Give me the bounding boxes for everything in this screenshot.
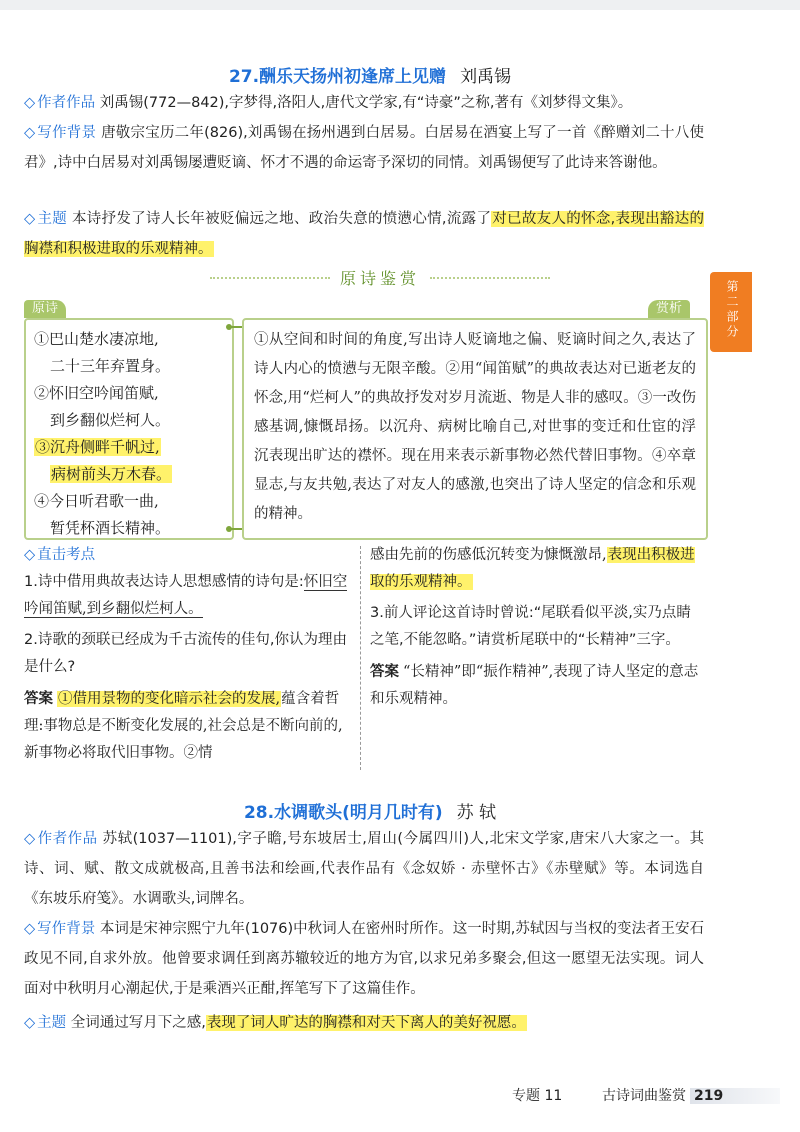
column-separator	[360, 546, 361, 770]
diamond-icon: ◇	[24, 125, 36, 141]
exam-answer-2: 答案 ①借用景物的变化暗示社会的发展,蕴含着哲理:事物总是不断变化发展的,社会总是不断向前的,新事物必将取代旧事物。②情	[24, 690, 343, 761]
answer-label: 答案	[24, 690, 53, 707]
exam-question-1: 1.诗中借用典故表达诗人思想感情的诗句是:怀旧空吟闻笛赋,到乡翻似烂柯人。	[24, 574, 348, 617]
analysis-tag: 赏析	[648, 300, 690, 318]
poem-line: 病树前头万木春。	[51, 465, 172, 483]
exam-question-2: 2.诗歌的颈联已经成为千古流传的佳句,你认为理由是什么?	[24, 632, 347, 675]
exam-answer-3: 答案 “长精神”即“振作精神”,表现了诗人坚定的意志和乐观精神。	[370, 663, 699, 707]
footer-chapter-name: 古诗词曲鉴赏	[602, 1088, 686, 1104]
exam-right-column	[370, 542, 704, 713]
appreciation-section-title: 原诗鉴赏	[339, 269, 420, 288]
poem-line: 暂凭杯酒长精神。	[50, 519, 171, 537]
poem27-title	[0, 62, 740, 87]
diamond-icon: ◇	[24, 921, 36, 937]
poem28-background-section	[24, 914, 704, 1004]
exam-question-3: 3.前人评论这首诗时曾说:“尾联看似平淡,实乃点睛之笔,不能忽略。”请赏析尾联中的“长精神”三字。	[370, 605, 691, 648]
poem27-background-text: 唐敬宗宝历二年(826),刘禹锡在扬州遇到白居易。白居易在酒宴上写了一首《醉赠刘二十八使君》,诗中白居易对刘禹锡屡遭贬谪、怀才不遇的命运寄予深切的同情。刘禹锡便写了此诗来答谢他。	[24, 125, 704, 171]
poem27-author-text: 刘禹锡(772—842),字梦得,洛阳人,唐代文学家,有“诗豪”之称,著有《刘梦得文集》。	[99, 95, 633, 111]
footer-topic: 专题 11	[512, 1088, 563, 1104]
diamond-icon: ◇	[24, 211, 36, 227]
poem-line: 到乡翻似烂柯人。	[50, 411, 171, 429]
original-poem-box	[24, 318, 234, 540]
poem27-theme-section	[24, 204, 704, 264]
author-label: ◇ 作者作品	[24, 831, 98, 847]
poem27-background-section	[24, 118, 704, 178]
poem28-number-title: 28.水调歌头(明月几时有)	[243, 803, 443, 823]
poem28-theme-highlight: 表现了词人旷达的胸襟和对天下离人的美好祝愿。	[206, 1015, 526, 1031]
appreciation-divider	[180, 266, 580, 290]
page-top-edge	[0, 0, 800, 10]
poem-line: ③沉舟侧畔千帆过,	[35, 438, 160, 456]
exam-label: ◇ 直击考点	[24, 547, 96, 563]
page-number: 219	[694, 1088, 724, 1104]
poem28-author-text: 苏轼(1037—1101),字子瞻,号东坡居士,眉山(今属四川)人,北宋文学家,唐宋八大家之一。其诗、词、赋、散文成就极高,且善书法和绘画,代表作品有《念奴娇 · 赤壁怀古》《赤壁赋》等。本词选自《东坡乐府笺》。水调歌头,词牌名。	[24, 831, 705, 907]
analysis-text: ①从空间和时间的角度,写出诗人贬谪地之偏、贬谪时间之久,表达了诗人内心的愤懑与无限辛酸。②用“闻笛赋”的典故表达对已逝老友的怀念,用“烂柯人”的典故抒发对岁月流逝、物是人非的感叹。③一改伤感基调,慷慨昂扬。以沉舟、病树比喻自己,对世事的变迁和仕宦的浮沉表现出旷达的襟怀。现在用来表示新事物必然代替旧事物。④卒章显志,与友共勉,表达了对友人的感激,也突出了诗人坚定的信念和乐观的精神。	[254, 332, 696, 522]
background-label: ◇ 写作背景	[24, 125, 97, 141]
dotted-rule-right	[430, 277, 550, 279]
poem-line: ①巴山楚水凄凉地,	[34, 330, 159, 348]
diamond-icon: ◇	[24, 547, 36, 563]
exam-answer-1: 怀旧空吟闻笛赋,到乡翻似烂柯人。	[24, 574, 348, 617]
poem28-theme-section	[24, 1008, 704, 1038]
diamond-icon: ◇	[24, 831, 36, 847]
author-label: ◇ 作者作品	[24, 95, 96, 111]
poem27-author: 刘禹锡	[460, 67, 512, 87]
diamond-icon: ◇	[24, 95, 36, 111]
answer-label: 答案	[370, 663, 399, 680]
poem27-author-section	[24, 88, 704, 118]
theme-label: ◇ 主题	[24, 211, 68, 227]
poem28-author: 苏 轼	[456, 803, 497, 823]
original-poem-tag: 原诗	[24, 300, 66, 318]
exam-left-column	[24, 542, 350, 767]
poem-line: ④今日听君歌一曲,	[34, 492, 159, 510]
poem-lines	[34, 326, 172, 542]
poem27-number-title: 27.酬乐天扬州初逢席上见赠	[228, 67, 447, 87]
background-label: ◇ 写作背景	[24, 921, 96, 937]
poem27-theme-text: 本诗抒发了诗人长年被贬偏远之地、政治失意的愤懑心情,流露了	[71, 211, 492, 227]
poem28-theme-text: 全词通过写月下之感,	[70, 1015, 206, 1031]
poem28-title	[0, 798, 740, 823]
poem28-background-text: 本词是宋神宗熙宁九年(1076)中秋词人在密州时所作。这一时期,苏轼因与当权的变法者王安石政见不同,自求外放。他曾要求调任到离苏辙较近的地方为官,以求兄弟多聚会,但这一愿望无法实现。词人面对中秋明月心潮起伏,于是乘酒兴正酣,挥笔写下了这篇佳作。	[24, 921, 705, 997]
poem-line: ②怀旧空吟闻笛赋,	[34, 384, 159, 402]
dotted-rule-left	[210, 277, 330, 279]
exam-answer-2-continued: 感由先前的伤感低沉转变为慷慨激昂,表现出积极进取的乐观精神。	[370, 547, 695, 590]
poem28-author-section	[24, 824, 704, 914]
diamond-icon: ◇	[24, 1015, 36, 1031]
analysis-box	[242, 318, 708, 540]
part-two-side-tab: 第二部分	[710, 272, 752, 352]
poem-line: 二十三年弃置身。	[50, 357, 171, 375]
theme-label: ◇ 主题	[24, 1015, 67, 1031]
poem27-theme-highlight: 对已故友人的怀念,表现出豁达的胸襟和积极进取的乐观精神。	[24, 211, 705, 257]
